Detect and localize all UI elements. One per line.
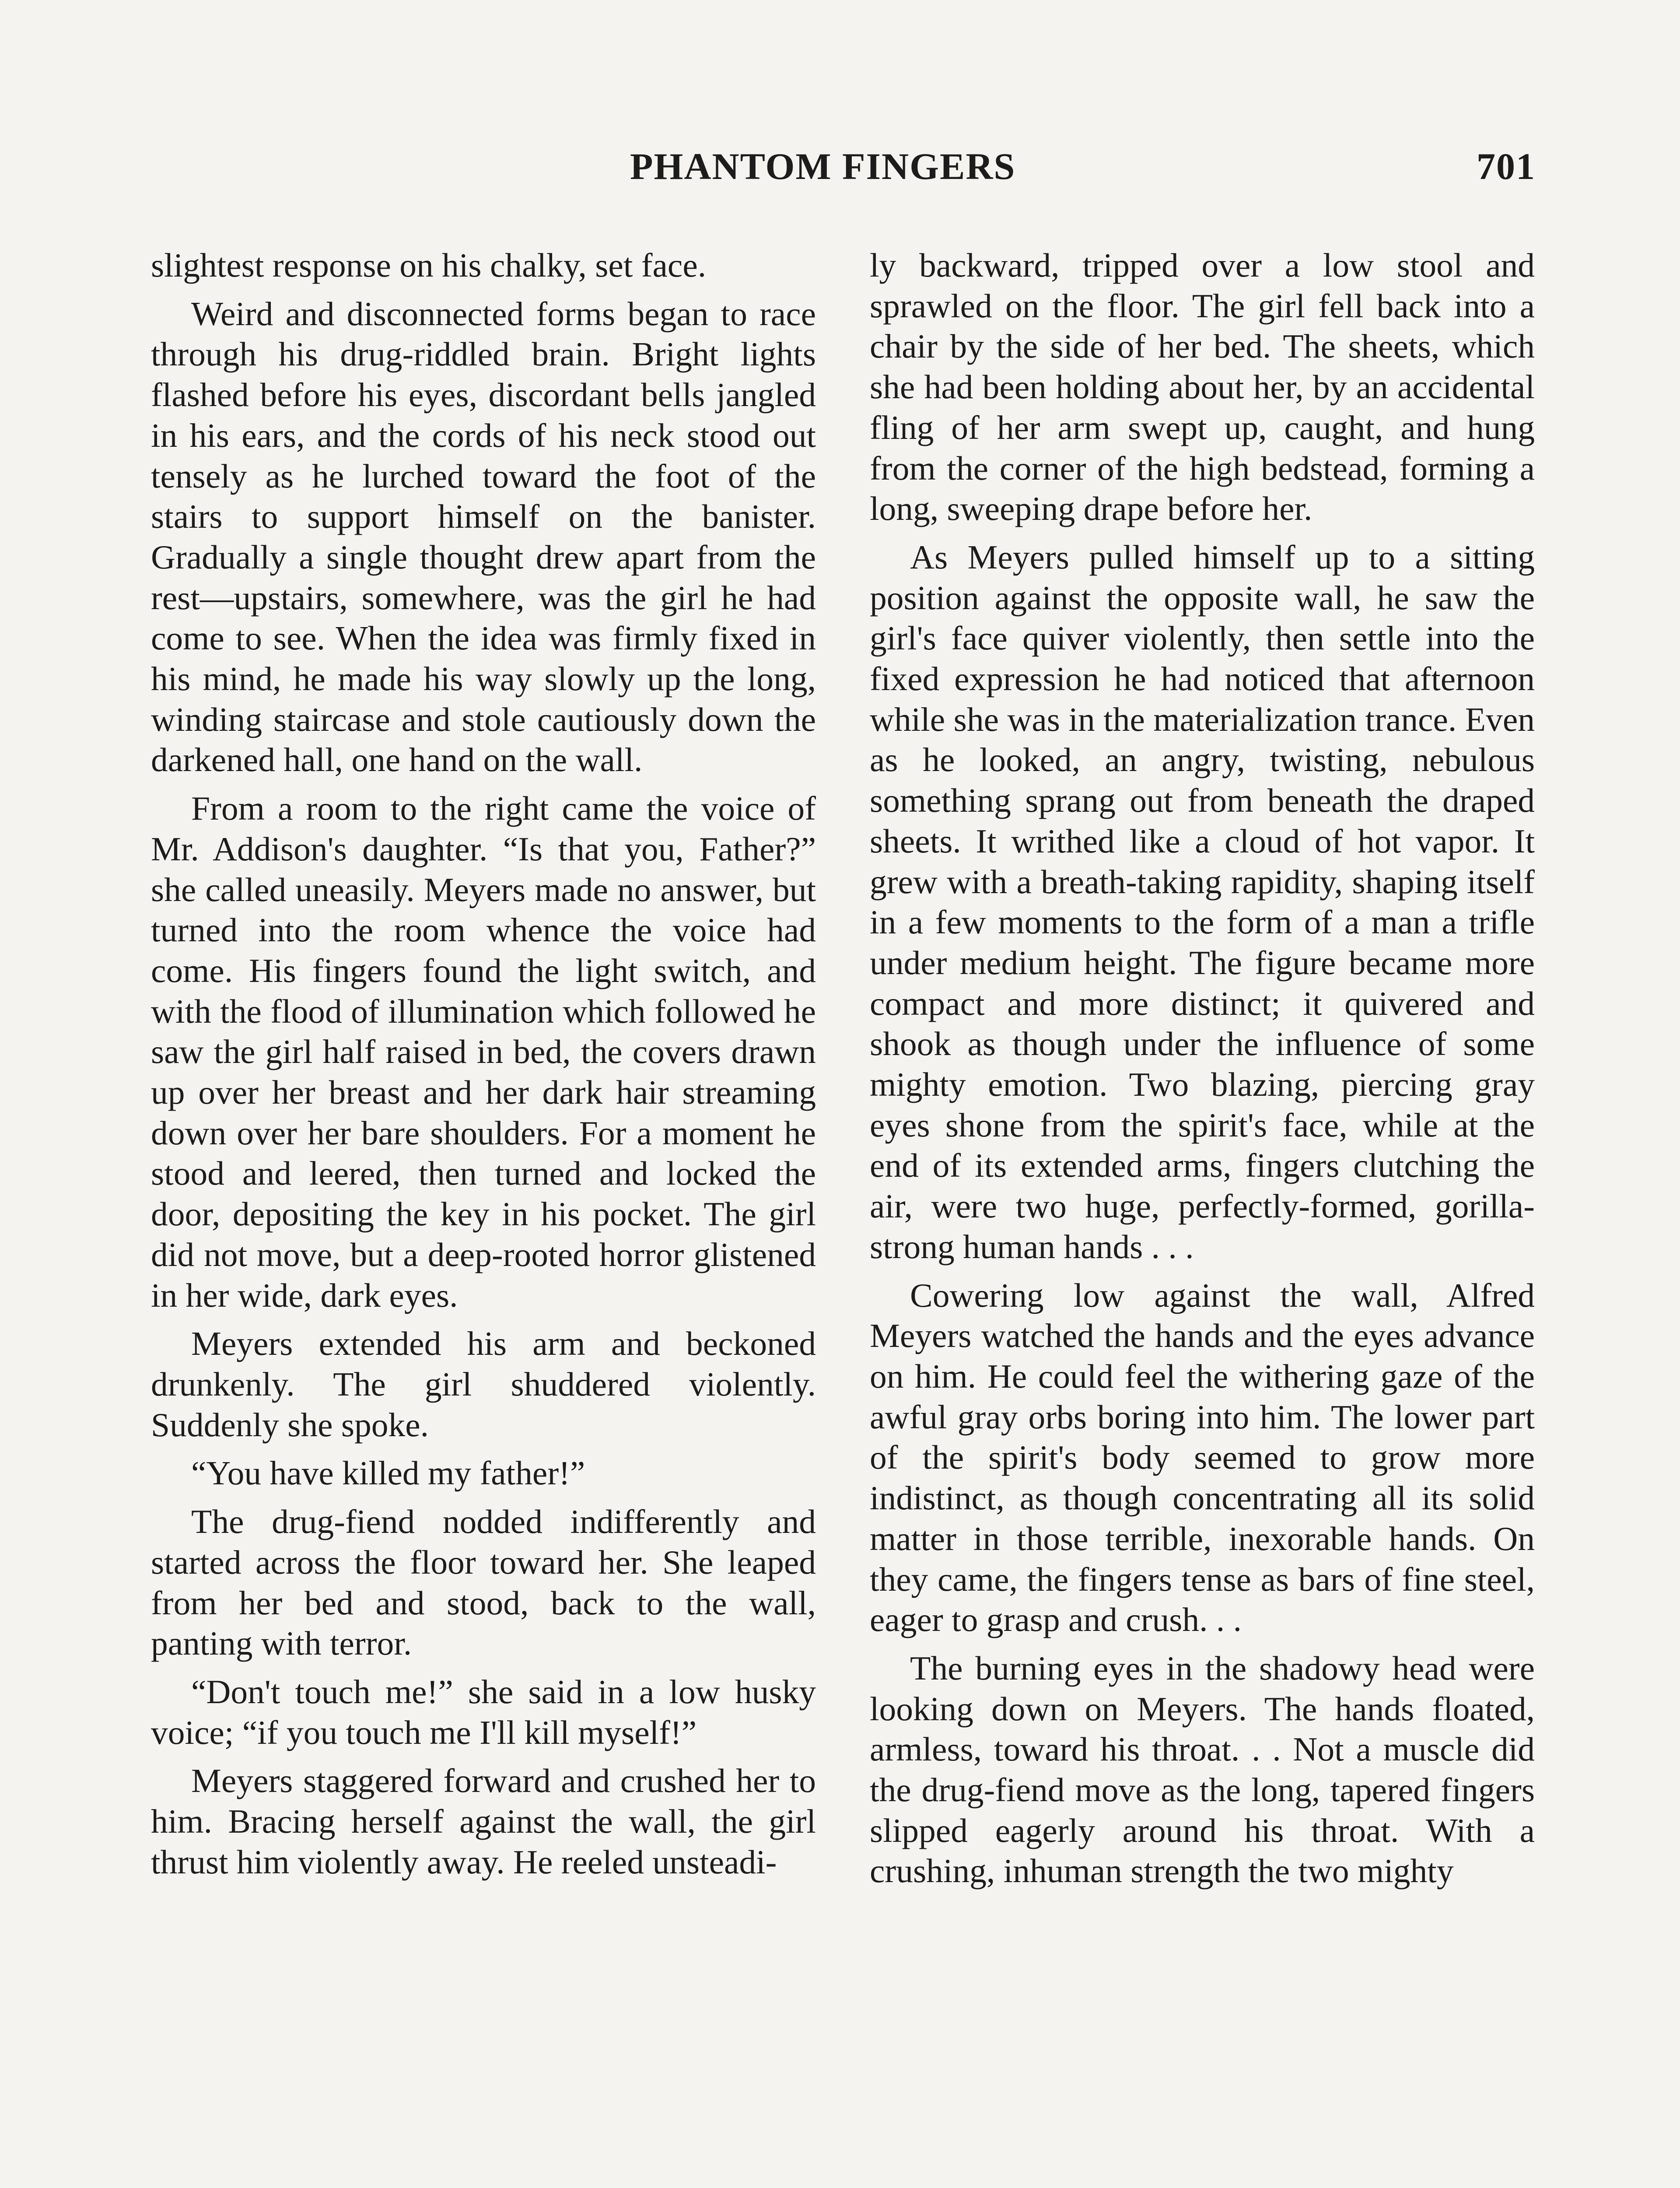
paragraph: ly backward, tripped over a low stool and sprawled on the floor. The girl fell back into a chair by the side of her bed. The sheets, which she had been holding about her, by an accidental fling of her arm swept up, caught, and hung from the corner of the high bedstead, forming a long, sweeping drape before her. <box>870 246 1535 528</box>
paragraph: Cowering low against the wall, Alfred Meyers watched the hands and the eyes advance on him. He could feel the withering gaze of the awful gray orbs boring into him. The lower part of the spirit's body seemed to grow more indistinct, as though concentrating all its solid matter in those terrible, inexorable hands. On they came, the fingers tense as bars of fine steel, eager to grasp and crush. . . <box>870 1276 1535 1639</box>
paragraph: “You have killed my father!” <box>191 1454 585 1492</box>
paragraph: The drug-fiend nodded indifferently and started across the floor toward her. She leaped from her bed and stood, back to the wall, panting with terror. <box>151 1503 816 1662</box>
right-column <box>870 245 1535 1899</box>
running-head <box>149 144 1536 193</box>
left-column <box>151 245 816 1890</box>
article-title: PHANTOM FINGERS <box>630 145 1016 187</box>
paragraph: The burning eyes in the shadowy head were looking down on Meyers. The hands floated, armless, toward his throat. . . Not a muscle did the drug-fiend move as the long, tapered fingers slipped eagerly around his throat. With a crushing, inhuman strength the two mighty <box>870 1649 1535 1890</box>
paragraph: Weird and disconnected forms began to race through his drug-riddled brain. Bright lights flashed before his eyes, discordant bells jangled in his ears, and the cords of his neck stood out tensely as he lurched toward the foot of the stairs to support himself on the banister. Gradually a single thought drew apart from the rest—upstairs, somewhere, was the girl he had come to see. When the idea was firmly fixed in his mind, he made his way slowly up the long, winding staircase and stole cautiously down the darkened hall, one hand on the wall. <box>151 295 816 779</box>
paragraph: From a room to the right came the voice of Mr. Addison's daughter. “Is that you, Father?” she called uneasily. Meyers made no answer, but turned into the room whence the voice had come. His fingers found the light switch, and with the flood of illumination which followed he saw the girl half raised in bed, the covers drawn up over her breast and her dark hair streaming down over her bare shoulders. For a moment he stood and leered, then turned and locked the door, depositing the key in his pocket. The girl did not move, but a deep-rooted horror glistened in her wide, dark eyes. <box>151 789 816 1314</box>
paragraph: Meyers staggered forward and crushed her to him. Bracing herself against the wall, the girl thrust him violently away. He reeled unsteadi- <box>151 1762 816 1881</box>
page-number: 701 <box>1477 145 1536 187</box>
paragraph: slightest response on his chalky, set face. <box>151 246 707 284</box>
paragraph: As Meyers pulled himself up to a sitting position against the opposite wall, he saw the girl's face quiver violently, then settle into the fixed expression he had noticed that afternoon while she was in the materialization trance. Even as he looked, an angry, twisting, nebulous something sprang out from beneath the draped sheets. It writhed like a cloud of hot vapor. It grew with a breath-taking rapidity, shaping itself in a few moments to the form of a man a trifle under medium height. The figure became more compact and more distinct; it quivered and shook as though under the influence of some mighty emotion. Two blazing, piercing gray eyes shone from the spirit's face, while at the end of its extended arms, fingers clutching the air, were two huge, perfectly-formed, gorilla-strong human hands . . . <box>870 538 1535 1266</box>
paragraph: “Don't touch me!” she said in a low husky voice; “if you touch me I'll kill myself!” <box>151 1673 816 1751</box>
paragraph: Meyers extended his arm and beckoned drunkenly. The girl shuddered violently. Suddenly she spoke. <box>151 1325 816 1444</box>
